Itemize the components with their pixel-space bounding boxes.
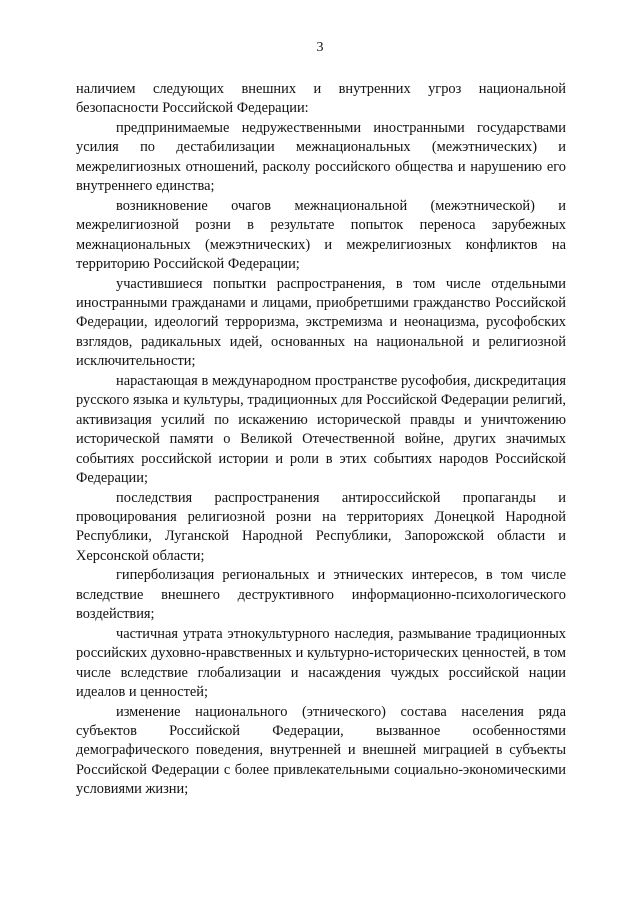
- paragraph: участившиеся попытки распространения, в том числе отдельными иностранными гражданами и лицами, приобретшими гражданство Российской Федерации, идеологий терроризма, экстремизма и неонацизма, русофобских взглядов, радикальных идей, основанных на национальной и религиозной исключительности;: [76, 275, 566, 370]
- paragraph: возникновение очагов межнациональной (межэтнической) и межрелигиозной розни в результате попыток переноса зарубежных межнациональных (межэтнических) и межрелигиозных конфликтов на территорию Российской Федерации;: [76, 197, 566, 273]
- paragraph: наличием следующих внешних и внутренних угроз национальной безопасности Российской Федерации:: [76, 81, 566, 117]
- paragraph: последствия распространения антироссийской пропаганды и провоцирования религиозной розни на территориях Донецкой Народной Республики, Луганской Народной Республики, Запорожской области и Херсонской области;: [76, 489, 566, 564]
- document-body: [76, 80, 566, 800]
- paragraph: нарастающая в международном пространстве русофобия, дискредитация русского языка и культуры, традиционных для Российской Федерации религий, активизация усилий по искажению исторической правды и уничтожению исторической памяти о Великой Отечественной войне, других значимых событиях российской истории и роли в этих событиях народов Российской Федерации;: [76, 372, 566, 487]
- paragraph: изменение национального (этнического) состава населения ряда субъектов Российской Федерации, вызванное особенностями демографического поведения, внутренней и внешней миграцией в субъекты Российской Федерации с более привлекательными социально-экономическими условиями жизни;: [76, 703, 566, 798]
- paragraph: предпринимаемые недружественными иностранными государствами усилия по дестабилизации межнациональных (межэтнических) и межрелигиозных отношений, расколу российского общества и нарушению его внутреннего единства;: [76, 119, 566, 195]
- page-number: 3: [316, 40, 324, 55]
- paragraph: частичная утрата этнокультурного наследия, размывание традиционных российских духовно-нравственных и культурно-исторических ценностей, в том числе вследствие глобализации и насаждения чуждых российской нации идеалов и ценностей;: [76, 625, 566, 701]
- paragraph: гиперболизация региональных и этнических интересов, в том числе вследствие внешнего деструктивного информационно-психологического воздействия;: [76, 567, 566, 623]
